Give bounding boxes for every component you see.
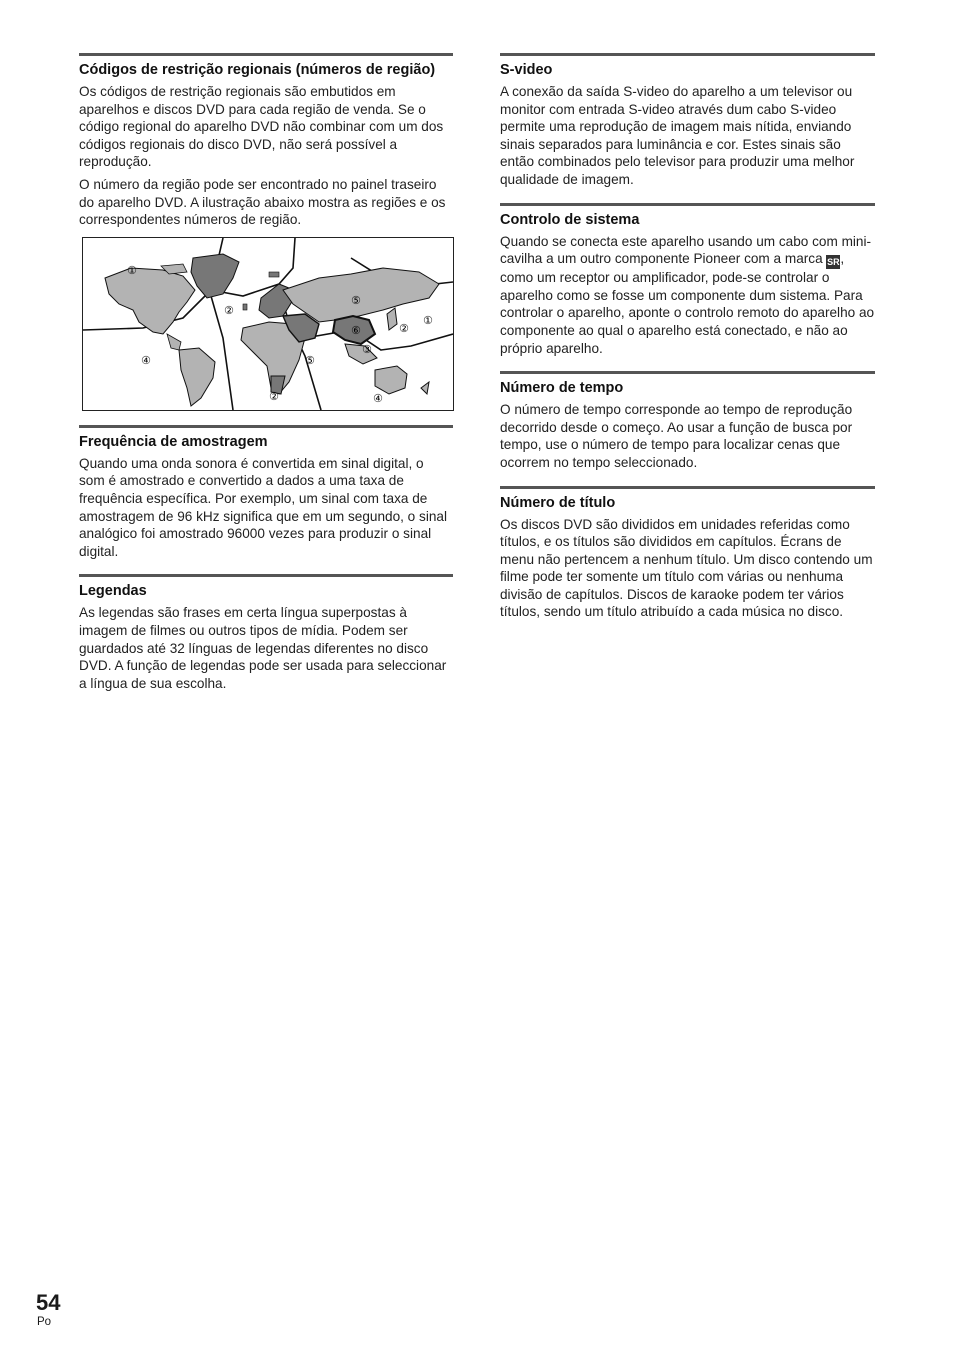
section-time-number [500,371,875,471]
page-number: 54 [36,1290,61,1315]
heading-sampling-frequency: Frequência de amostragem [79,433,268,450]
heading-regional-codes: Códigos de restrição regionais (números de região) [79,62,436,78]
region-label: ③ [362,342,372,356]
continent-south-america [179,348,215,406]
world-map-illustration [83,238,453,410]
heading-subtitles: Legendas [79,583,147,600]
left-column [79,53,453,706]
section-regional-codes [79,53,453,411]
island-marker [243,304,247,310]
continent-asia [283,268,439,322]
right-column [500,53,875,635]
region-label: ② [224,303,234,317]
section-title-number [500,486,875,622]
heading-title-number: Número de título [500,494,616,511]
system-text-before: Quando se conecta este aparelho usando um cabo com mini-cavilha a um outro componente Pioneer com a marca [500,233,872,267]
continent-australia [375,366,407,394]
paragraph-sampling-1: Quando uma onda sonora é convertida em sinal digital, o som é amostrado e convertido a dados a uma taxa de frequência específica. Por exemplo, um sinal com taxa de amostragem de 96 kHz significa que em um segundo, o sinal analógico foi amostrado 96000 vezes para produzir o sinal digital. [79,455,447,559]
island-new-zealand [421,382,429,394]
heading-s-video: S-video [500,62,553,78]
paragraph-system-control-1 [500,233,875,358]
region-label: ⑥ [351,323,361,337]
island-marker [269,272,279,277]
paragraph-s-video-1: A conexão da saída S-video do aparelho a um televisor ou monitor com entrada S-video através dum cabo S-video permite uma reprodução de imagem mais nítida, enviando sinais separados para luminância e cor. Estes sinais são então combinados pelo televisor para produzir uma melhor qualidade de imagem. [500,84,855,187]
paragraph-regional-2: O número da região pode ser encontrado no painel traseiro do aparelho DVD. A ilustração abaixo mostra as regiões e os correspondentes números de região. [79,176,446,228]
heading-time-number: Número de tempo [500,380,624,397]
region-label: ⑤ [305,353,315,367]
continent-central-america [167,334,181,350]
island-japan [387,308,397,330]
paragraph-title-number-1: Os discos DVD são divididos em unidades referidas como títulos, e os títulos são divididos em capítulos. Écrans de menu não pertencem a nenhum título. Um disco contendo um filme pode ter somente um título com várias ou nenhuma divisão de capítulos. Discos de karaoke podem ter vários títulos, sendo um título atribuído a cada música no disco. [500,516,873,620]
paragraph-regional-1: Os códigos de restrição regionais são embutidos em aparelhos e discos DVD para cada região de venda. Se o código regional do aparelho DVD não combinar com um dos códigos regionais do disco DVD, não será possível a reprodução. [79,84,444,170]
continent-north-america [105,268,195,334]
system-text-after: , como um receptor ou amplificador, pode-se controlar o aparelho como se fosse um componente dum sistema. Para controlar o aparelho, aponte o controlo remoto do aparelho ao componente ao qual o aparelho está conectado, e não ao próprio aparelho. [500,251,875,356]
region-southeast-asia [345,344,377,364]
region-label: ① [423,313,433,327]
continent-greenland [191,254,239,298]
region-label: ④ [141,353,151,367]
region-label: ② [399,321,409,335]
page-language-code: Po [37,1316,52,1328]
region-label: ④ [373,391,383,405]
region-world-map [82,237,454,411]
section-subtitles [79,574,453,692]
paragraph-subtitles-1: As legendas são frases em certa língua superpostas à imagem de filmes ou outros tipos de mídia. Podem ser guardados até 32 línguas de legendas diferentes no disco DVD. A função de legendas pode ser usada para seleccionar a língua de sua escolha. [79,605,447,691]
boundary-line [305,330,453,350]
heading-system-control: Controlo de sistema [500,211,640,228]
section-sampling-frequency [79,425,453,561]
region-label: ② [269,389,279,403]
region-label: ⑤ [351,293,361,307]
section-s-video [500,53,875,189]
paragraph-time-number-1: O número de tempo corresponde ao tempo de reprodução decorrido desde o começo. Ao usar a função de busca por tempo, use o número de tempo para localizar cenas que ocorrem no tempo seleccionado. [500,402,853,470]
sr-mark-icon: SR [827,257,840,268]
section-system-control [500,203,875,358]
region-label: ① [127,263,137,277]
